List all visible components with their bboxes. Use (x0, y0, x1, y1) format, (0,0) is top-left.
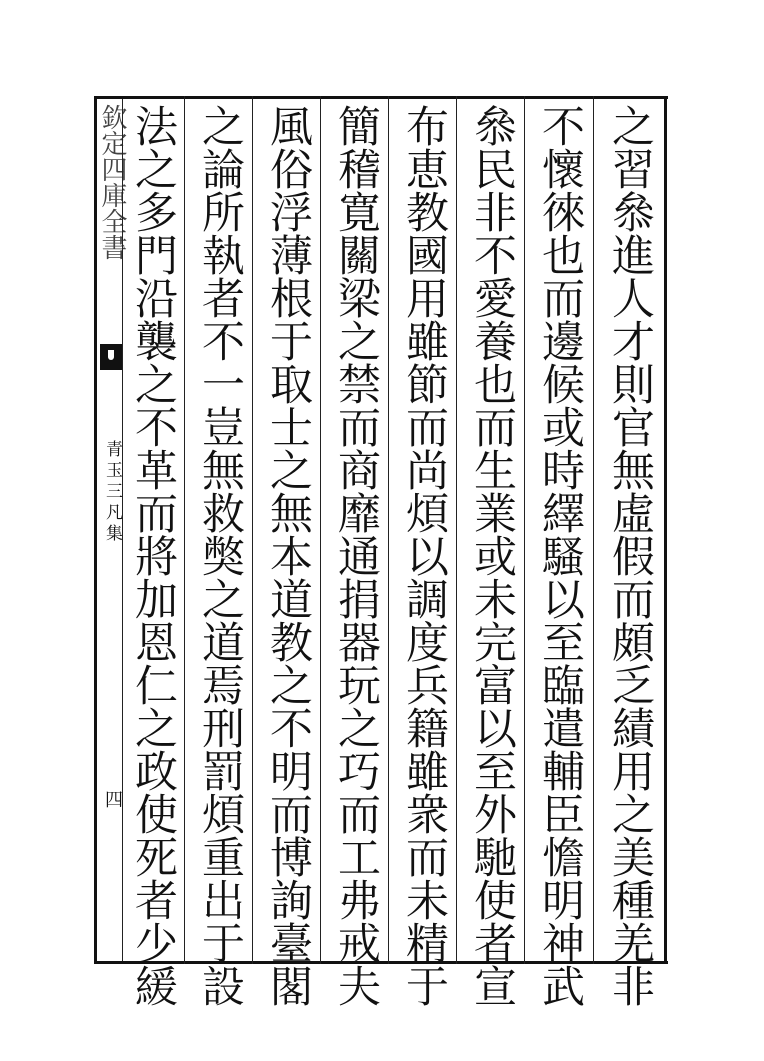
margin-page-number (97, 790, 127, 830)
column-divider (524, 96, 525, 964)
text-column-5-content: 簡稽寛關梁之禁而商靡通捐器玩之巧而工弗戒夫 (331, 104, 381, 1007)
margin-book-title (97, 440, 127, 610)
fishtail-mark (100, 344, 122, 370)
text-column-8-content: 法之多門沿襲之不革而將加恩仁之政使死者少緩 (128, 104, 178, 1007)
text-column-6-content: 風俗浮薄根于取士之無本道教之不明而博詢臺閣 (263, 104, 313, 1007)
text-column-3-content: 叅民非不愛養也而生業或未完富以至外馳使者宣 (467, 104, 517, 1007)
column-divider (184, 96, 185, 964)
column-divider (456, 96, 457, 964)
text-column-3 (465, 104, 519, 1007)
text-column-6 (261, 104, 315, 1007)
margin-page-number-text: 四 (102, 790, 123, 808)
margin-title (97, 104, 127, 334)
text-column-7-content: 之論所執者不一豈無救獘之道焉刑罰煩重出于設 (195, 104, 245, 1007)
text-column-1 (603, 104, 657, 1007)
column-divider (593, 96, 594, 964)
text-column-2-content: 不懷徠也而邊候或時繹騷以至臨遣輔臣憺明神武 (535, 104, 585, 1007)
text-column-4-content: 布恵教國用雖節而尚煩以調度兵籍雖衆而未精于 (399, 104, 449, 1007)
column-divider (320, 96, 321, 964)
text-column-5 (329, 104, 383, 1007)
text-column-1-content: 之習叅進人才則官無虛假而頗乏績用之美種羌非 (605, 104, 655, 1007)
text-column-7 (193, 104, 247, 1007)
column-divider (388, 96, 389, 964)
margin-book-title-text: 青玉三凡集 (102, 440, 122, 545)
text-column-8 (126, 104, 180, 1007)
text-column-2 (533, 104, 587, 1007)
column-divider (252, 96, 253, 964)
top-border-rule (94, 96, 668, 99)
margin-title-text: 欽定四庫全書 (97, 104, 127, 260)
right-border-rule (664, 96, 667, 964)
text-column-4 (397, 104, 451, 1007)
